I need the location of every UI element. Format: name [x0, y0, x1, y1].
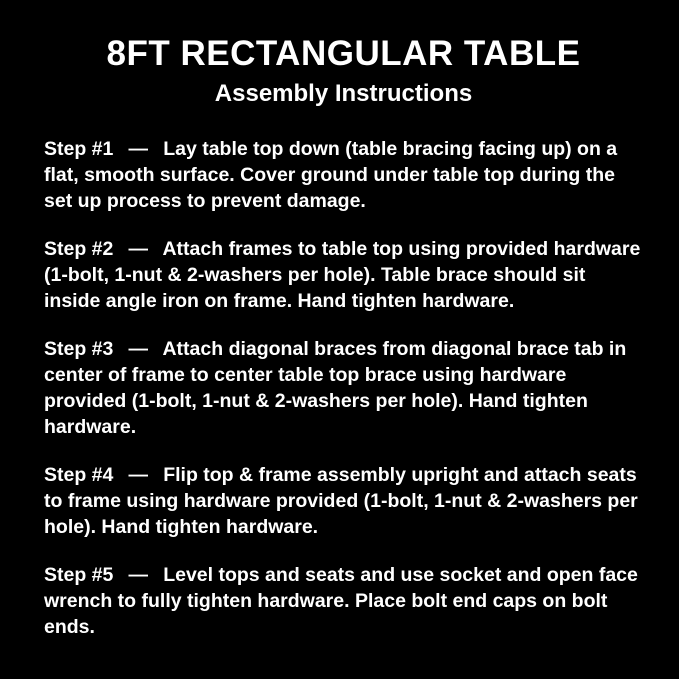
step-3-text: Step #3 — Attach diagonal braces from diagonal brace tab in center of frame to center table top brace using hardware provided (1-bolt, 1-nut & 2-washers per hole). Hand tighten hardware.	[44, 337, 627, 438]
step-5-text: Step #5 — Level tops and seats and use socket and open face wrench to fully tighten hardware. Place bolt end caps on bolt ends.	[44, 563, 638, 638]
step-4-text: Step #4 — Flip top & frame assembly upright and attach seats to frame using hardware provided (1-bolt, 1-nut & 2-washers per hole). Hand tighten hardware.	[44, 463, 638, 538]
step-2-text: Step #2 — Attach frames to table top using provided hardware (1-bolt, 1-nut & 2-washers per hole). Table brace should sit inside angle iron on frame. Hand tighten hardware.	[44, 237, 641, 312]
steps-list	[44, 136, 643, 640]
page-title: 8FT RECTANGULAR TABLE	[106, 34, 581, 73]
page-subtitle: Assembly Instructions	[214, 80, 473, 108]
step-1-text: Step #1 — Lay table top down (table bracing facing up) on a flat, smooth surface. Cover ground under table top during the set up process to prevent damage.	[44, 137, 618, 212]
